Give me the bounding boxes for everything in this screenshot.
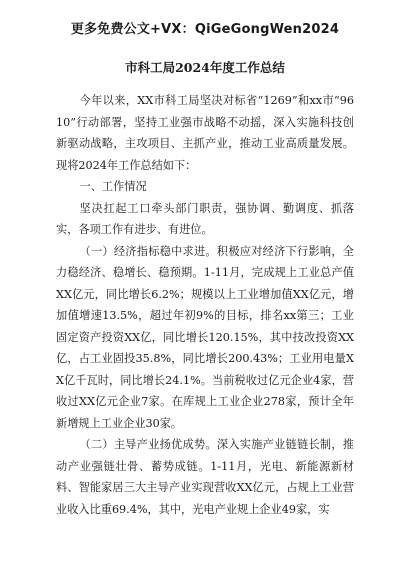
economic-indicators-paragraph: （一）经济指标稳中求进。积极应对经济下行影响，全力稳经济、稳增长、稳预期。1-11月，完成规上工业总产值XX亿元，同比增长6.2%；规模以上工业增加值XX亿元，增加值增速13.5%，超过年初9%的目标，排名xx第三；工业固定资产投资XX亿，同比增长120.15%，其中技改投资XX亿，占工业固投35.8%，同比增长200.43%；工业用电量XX亿千瓦时，同比增长24.1%。当前税收过亿元企业4家，营收过XX亿元企业7家。在库规上工业企业278家，预计全年新增规上工业企业30家。 (56, 244, 354, 430)
promo-banner: 更多免费公文+VX：QiGeGongWen2024 (70, 22, 340, 37)
section-intro-paragraph: 坚决扛起工口牵头部门职责，强协调、勤调度、抓落实，各项工作有进步、有进位。 (56, 201, 354, 236)
document-title: 市科工局2024年度工作总结 (125, 60, 285, 75)
intro-paragraph: 今年以来，XX市科工局坚决对标省“1269”和xx市“9610”行动部署，坚持工业强市战略不动摇，深入实施科技创新驱动战略，主攻项目、主抓产业，推动工业高质量发展。现将2024年工作总结如下： (56, 94, 354, 172)
section-heading-work: 一、工作情况 (79, 180, 147, 193)
leading-industries-paragraph: （二）主导产业扬优成势。深入实施产业链链长制，推动产业强链壮骨、蓄势成链。1-11月，光电、新能源新材料、智能家居三大主导产业实现营收XX亿元，占规上工业营业收入比重69.4%，其中，光电产业规上企业49家，实 (56, 438, 354, 516)
